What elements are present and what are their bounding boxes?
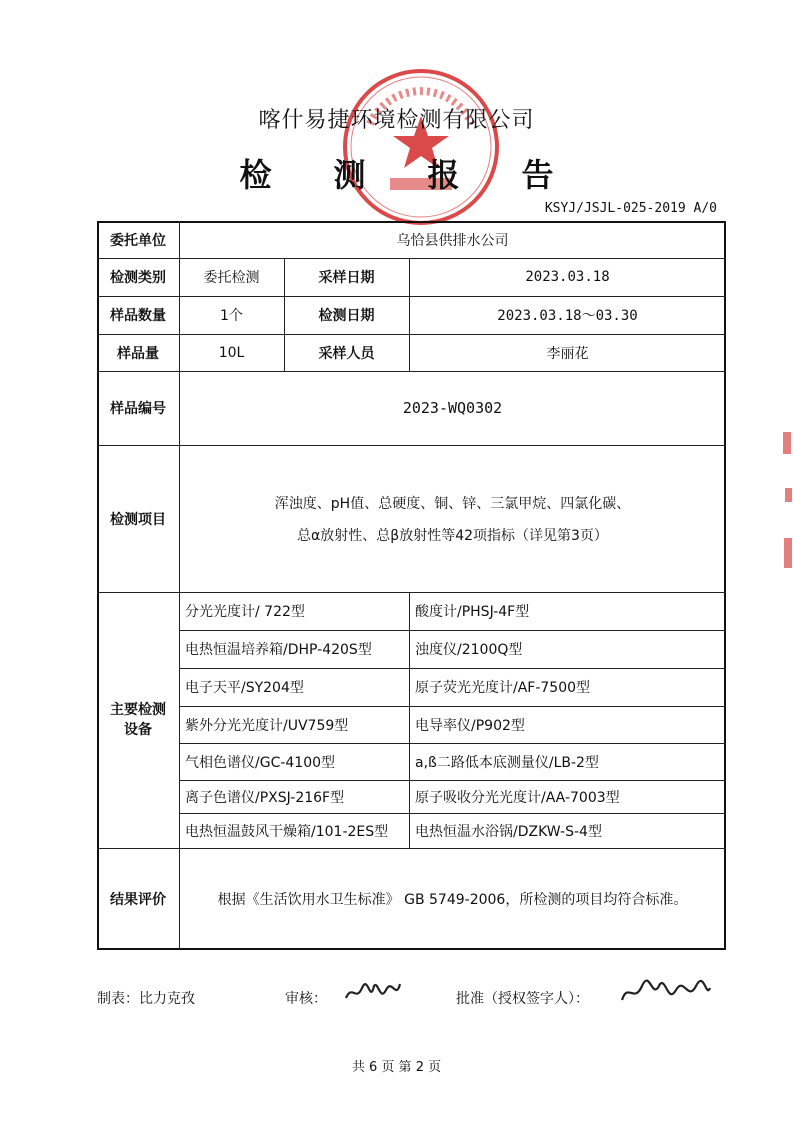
official-seal-stamp (340, 66, 502, 228)
sample-amount-value: 10L (218, 344, 245, 361)
test-items-label: 检测项目 (110, 511, 166, 528)
reviewed-by-label: 审核： (285, 991, 327, 1007)
equipment-cell: 电子天平/SY204型 (185, 680, 304, 696)
equipment-cell: 浊度仪/2100Q型 (415, 642, 523, 658)
approved-by-label: 批准（授权签字人）： (456, 991, 589, 1007)
sampling-date-value: 2023.03.18 (525, 269, 610, 285)
equipment-cell: 气相色谱仪/GC-4100型 (185, 754, 336, 771)
sampling-date-label: 采样日期 (318, 270, 375, 286)
adjacent-page-stamp-edge (779, 428, 793, 578)
equipment-cell: 电热恒温水浴锅/DZKW-S-4型 (415, 823, 602, 840)
test-date-label: 检测日期 (318, 308, 375, 324)
test-items-line: 总α放射性、总β放射性等42项指标（详见第3页） (297, 527, 608, 544)
equipment-cell: 原子吸收分光光度计/AA-7003型 (415, 789, 620, 806)
client-value: 乌恰县供排水公司 (396, 232, 509, 249)
test-items-value (179, 445, 726, 592)
equipment-cell: 离子色谱仪/PXSJ-216F型 (185, 789, 345, 806)
sample-id-value: 2023-WQ0302 (402, 399, 503, 417)
page-number: 共 6 页 第 2 页 (351, 1060, 442, 1075)
result-label: 结果评价 (110, 892, 166, 908)
report-title: 检测报告 (239, 156, 616, 194)
sample-amount-label: 样品量 (117, 345, 159, 362)
document-number: KSYJ/JSJL-025-2019 A/0 (544, 201, 717, 216)
client-label: 委托单位 (110, 232, 166, 249)
sample-count-value: 1个 (220, 308, 243, 324)
approver-signature-icon (618, 976, 714, 1010)
equipment-cell: 电导率仪/P902型 (415, 717, 525, 734)
equipment-cell: 分光光度计/ 722型 (185, 604, 305, 620)
sampler-value: 李丽花 (546, 345, 589, 362)
prepared-by: 制表：比力克孜 (97, 991, 195, 1007)
equipment-label: 主要检测设备 (110, 702, 166, 738)
test-type-label: 检测类别 (110, 270, 166, 286)
sample-id-label: 样品编号 (110, 401, 166, 417)
equipment-cell: 电热恒温鼓风干燥箱/101-2ES型 (185, 823, 389, 840)
test-items-line: 浑浊度、pH值、总硬度、铜、锌、三氯甲烷、四氯化碳、 (274, 495, 631, 512)
test-date-value: 2023.03.18～03.30 (497, 308, 638, 324)
company-name: 喀什易捷环境检测有限公司 (258, 108, 535, 133)
sample-count-label: 样品数量 (110, 308, 166, 324)
equipment-cell: 紫外分光光度计/UV759型 (185, 717, 349, 734)
equipment-cell: 电热恒温培养箱/DHP-420S型 (185, 642, 372, 658)
equipment-cell: 原子荧光光度计/AF-7500型 (415, 680, 591, 696)
reviewer-signature-icon (342, 976, 404, 1010)
test-type-value: 委托检测 (203, 270, 260, 286)
sampler-label: 采样人员 (318, 345, 375, 362)
equipment-cell: a,ß二路低本底测量仪/LB-2型 (415, 754, 599, 771)
equipment-cell: 酸度计/PHSJ-4F型 (415, 604, 530, 620)
result-value: 根据《生活饮用水卫生标准》 GB 5749-2006，所检测的项目均符合标准。 (217, 892, 688, 908)
